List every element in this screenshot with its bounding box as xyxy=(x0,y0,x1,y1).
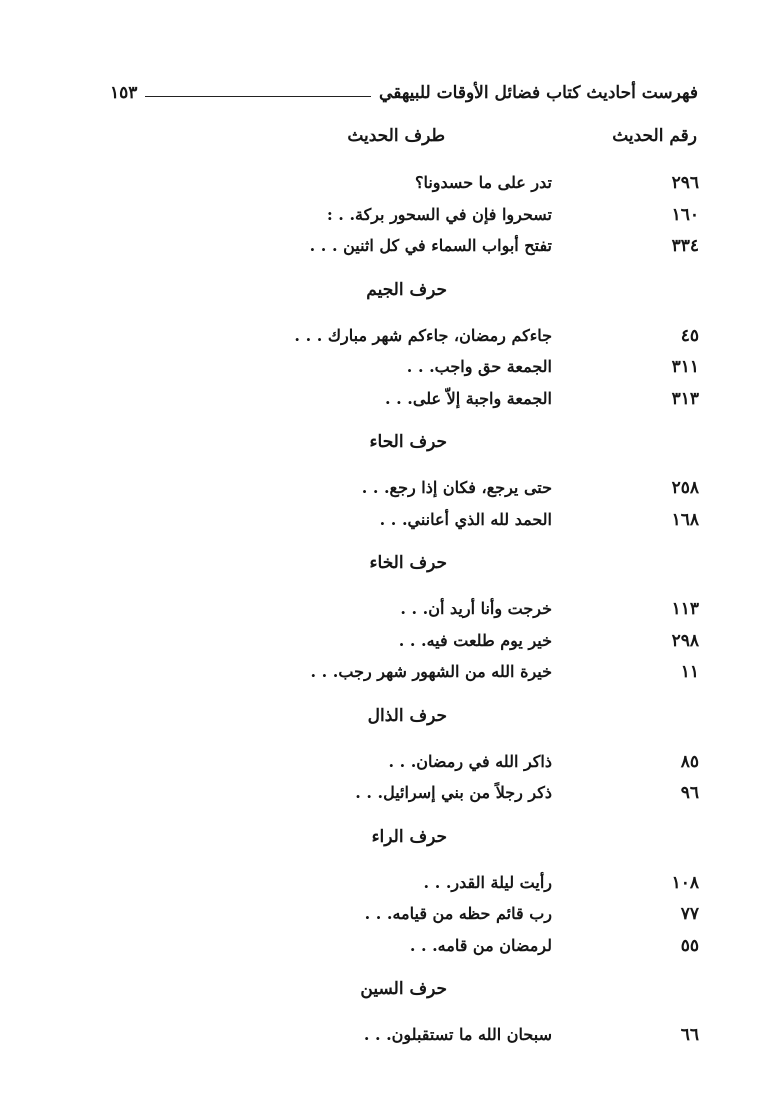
header-rule xyxy=(145,96,371,97)
running-header xyxy=(110,78,698,108)
hadith-opening-text: سبحان الله ما تستقبلون. . . xyxy=(363,1025,552,1044)
hadith-number: ٢٩٨ xyxy=(671,630,699,651)
section-heading: حرف الذال xyxy=(367,705,447,726)
hadith-opening-text: تدر على ما حسدونا؟ xyxy=(414,173,552,192)
index-row xyxy=(0,628,757,654)
hadith-number: ٩٦ xyxy=(680,783,699,803)
hadith-number: ٢٥٨ xyxy=(671,478,699,498)
hadith-opening-text: الجمعة حق واجب. . . xyxy=(406,357,552,376)
hadith-opening-text: جاءكم رمضان، جاءكم شهر مبارك . . . xyxy=(294,325,552,345)
hadith-opening-text: ذاكر الله في رمضان. . . xyxy=(388,751,552,771)
hadith-number: ١١٣ xyxy=(671,599,699,619)
hadith-opening-text: رأيت ليلة القدر. . . xyxy=(423,872,552,892)
column-header-number: رقم الحديث xyxy=(612,126,697,146)
index-row xyxy=(0,233,757,259)
hadith-opening-text: ذكر رجلاً من بني إسرائيل. . . xyxy=(355,783,552,802)
section-heading: حرف الجيم xyxy=(366,279,447,300)
section-heading: حرف الراء xyxy=(371,826,447,847)
index-row xyxy=(0,901,757,927)
index-row xyxy=(0,1022,757,1048)
hadith-opening-text: لرمضان من قامه. . . xyxy=(409,935,552,955)
hadith-opening-text: تفتح أبواب السماء في كل اثنين . . . xyxy=(309,236,552,255)
hadith-opening-text: الجمعة واجبة إلاّ على. . . xyxy=(385,388,552,408)
index-row xyxy=(0,659,757,685)
column-header-text: طرف الحديث xyxy=(347,126,445,146)
section-heading: حرف الحاء xyxy=(369,432,447,452)
hadith-number: ٤٥ xyxy=(680,325,699,346)
hadith-opening-text: خرجت وأنا أريد أن. . . xyxy=(400,599,552,618)
hadith-number: ٢٩٦ xyxy=(671,173,699,193)
hadith-opening-text: حتى يرجع، فكان إذا رجع. . . xyxy=(361,478,552,497)
index-row xyxy=(0,170,757,196)
page-number: ١٥٣ xyxy=(110,83,138,103)
index-row xyxy=(0,749,757,775)
index-row xyxy=(0,202,757,228)
hadith-opening-text: تسحروا فإن في السحور بركة. . : xyxy=(326,204,552,224)
index-row xyxy=(0,507,757,533)
hadith-opening-text: الحمد لله الذي أعانني. . . xyxy=(379,509,552,529)
hadith-number: ٥٥ xyxy=(680,935,699,956)
hadith-number: ١١ xyxy=(680,662,699,682)
hadith-number: ٦٦ xyxy=(680,1025,699,1045)
index-row xyxy=(0,386,757,412)
hadith-number: ١٦٠ xyxy=(671,204,699,225)
index-row xyxy=(0,596,757,622)
hadith-number: ١٦٨ xyxy=(671,509,699,530)
running-header-title: فهرست أحاديث كتاب فضائل الأوقات للبيهقي xyxy=(379,83,698,103)
hadith-number: ٣١١ xyxy=(671,357,699,377)
hadith-number: ١٠٨ xyxy=(671,872,699,893)
index-row xyxy=(0,323,757,349)
hadith-number: ٧٧ xyxy=(680,904,699,924)
section-heading: حرف السين xyxy=(360,979,447,999)
hadith-opening-text: خير يوم طلعت فيه. . . xyxy=(398,630,552,650)
index-row xyxy=(0,780,757,806)
index-row xyxy=(0,354,757,380)
index-row xyxy=(0,475,757,501)
index-row xyxy=(0,933,757,959)
index-row xyxy=(0,870,757,896)
hadith-number: ٣١٣ xyxy=(671,388,699,409)
hadith-number: ٣٣٤ xyxy=(671,236,699,256)
hadith-opening-text: خيرة الله من الشهور شهر رجب. . . xyxy=(310,662,552,681)
hadith-number: ٨٥ xyxy=(680,751,699,772)
section-heading: حرف الخاء xyxy=(369,553,447,573)
hadith-opening-text: رب قائم حظه من قيامه. . . xyxy=(364,904,552,923)
